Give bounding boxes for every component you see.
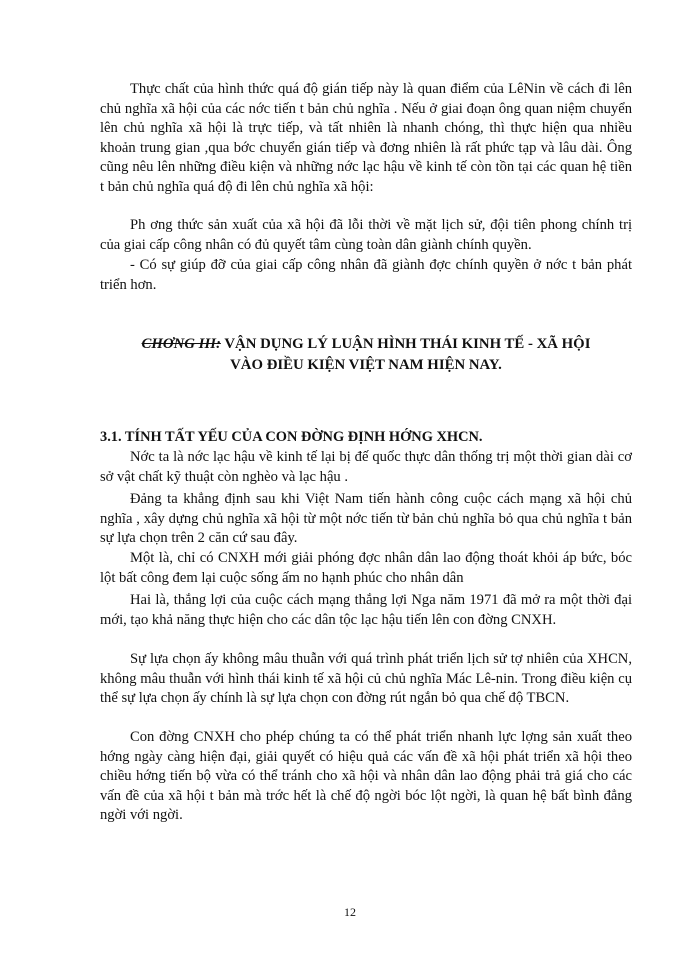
paragraph-socialist-path: Con đờng CNXH cho phép chúng ta có thể phát triển nhanh lực lợng sản xuất theo hớng ngày càng hiện đại, giải quyết có hiệu quả các vấn đề xã hội phát triển xã hội theo chiều hớng tiến bộ vừa có thể tránh cho xã hội và nhân dân lao động phải trả giá cho các vấn đề của xã hội t bản mà trớc hết là chế độ ngời bóc lột ngời, là quan hệ bất bình đẳng ngời với ngời. <box>100 729 632 823</box>
chapter-label: CHƠNG III: <box>141 336 221 352</box>
paragraph-backward-country: Nớc ta là nớc lạc hậu về kinh tế lại bị đế quốc thực dân thống trị một thời gian dài cơ sở vật chất kỹ thuật còn nghèo và lạc hậu . <box>100 449 632 485</box>
section-heading: 3.1. TÍNH TẤT YẾU CỦA CON ĐỜNG ĐỊNH HỚNG XHCN. <box>100 429 483 445</box>
paragraph-transition-concept: Thực chất của hình thức quá độ gián tiếp này là quan điểm của LêNin về cách đi lên chủ nghĩa xã hội của các nớc tiến t bản chủ nghĩa . Nếu ở giai đoạn ông quan niệm chuyển lên chủ nghĩa xã hội là trực tiếp, và tất nhiên là nhanh chóng, thì thực hiện qua nhiều khoản trung gian ,qua bớc chuyển gián tiếp và đơng nhiên là rất phức tạp và lâu dài. Ông cũng nêu lên những điều kiện và những nớc lạc hậu về kinh tế còn tồn tại các quan hệ tiền t bản chủ nghĩa quá độ đi lên chủ nghĩa xã hội: <box>100 81 632 195</box>
chapter-title-line1: VẬN DỤNG LÝ LUẬN HÌNH THÁI KINH TẾ - XÃ HỘI <box>220 336 591 352</box>
page-number: 12 <box>344 905 356 919</box>
paragraph-party-affirms: Đảng ta khẳng định sau khi Việt Nam tiến hành công cuộc cách mạng xã hội chủ nghĩa , xây dựng chủ nghĩa xã hội từ một nớc tiến từ bản chủ nghĩa bỏ qua chủ nghĩa t bản sự lựa chọn trên 2 căn cứ sau đây. <box>100 491 632 546</box>
chapter-heading <box>100 334 632 376</box>
paragraph-reason-two: Hai là, thắng lợi của cuộc cách mạng thắng lợi Nga năm 1971 đã mở ra một thời đại mới, tạo khả năng thực hiện cho các dân tộc lạc hậu tiến lên con đờng CNXH. <box>100 592 632 628</box>
paragraph-reason-one: Một là, chỉ có CNXH mới giải phóng đợc nhân dân lao động thoát khỏi áp bức, bóc lột bất công đem lại cuộc sống ấm no hạnh phúc cho nhân dân <box>100 550 632 586</box>
paragraph-production-mode: Ph ơng thức sản xuất của xã hội đã lỗi thời về mặt lịch sử, đội tiên phong chính trị của giai cấp công nhân có đủ quyết tâm cùng toàn dân giành chính quyền. <box>100 217 632 253</box>
paragraph-no-contradiction: Sự lựa chọn ấy không mâu thuẫn với quá trình phát triển lịch sử tợ nhiên của XHCN, không mâu thuẫn với hình thái kinh tế xã hội củ chủ nghĩa Mác Lê-nin. Trong điều kiện cụ thể sự lựa chọn ấy chính là sự lựa chọn con đờng rút ngắn bỏ qua chế độ TBCN. <box>100 651 632 706</box>
chapter-title-line2: VÀO ĐIỀU KIỆN VIỆT NAM HIỆN NAY. <box>230 357 502 373</box>
paragraph-working-class-support: - Có sự giúp đỡ của giai cấp công nhân đã giành đợc chính quyền ở nớc t bản phát triển hơn. <box>100 257 632 293</box>
